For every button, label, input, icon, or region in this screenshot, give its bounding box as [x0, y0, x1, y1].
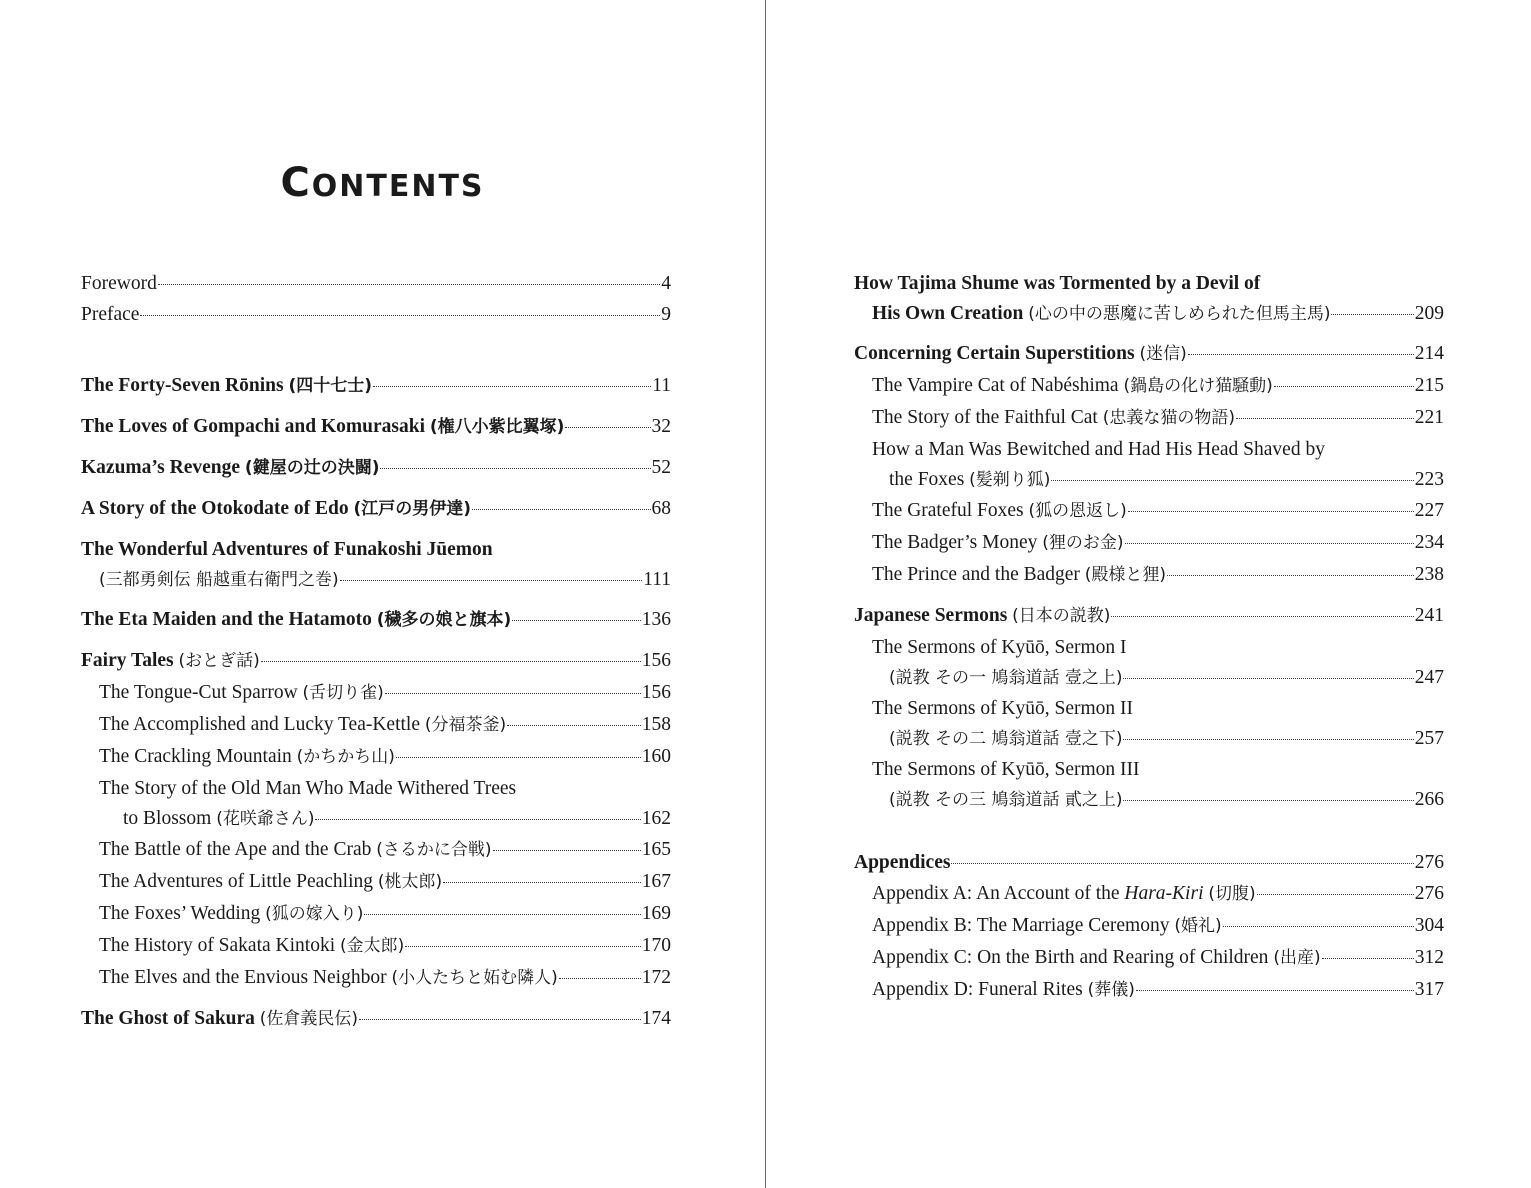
page-number: 257	[1414, 728, 1444, 749]
entry-japanese: (狸のお金)	[1042, 533, 1124, 553]
leader-dots	[472, 509, 650, 510]
leader-dots	[493, 850, 641, 851]
entry-japanese: (狐の嫁入り)	[265, 904, 364, 924]
page-number: 170	[641, 935, 671, 956]
entry-title: The Tongue-Cut Sparrow	[99, 682, 298, 703]
entry-japanese: (権八小紫比翼塚)	[429, 417, 565, 437]
entry-title: The Battle of the Ape and the Crab	[99, 839, 372, 860]
toc-right-column	[854, 268, 1444, 1006]
entry-title-italic: Hara-Kiri	[1124, 883, 1204, 904]
entry-title: The Forty-Seven Rōnins	[81, 375, 284, 396]
toc-entry-sermons[interactable]	[854, 600, 1444, 632]
entry-japanese: (穢多の娘と旗本)	[376, 610, 512, 630]
leader-dots	[1322, 958, 1414, 959]
leader-dots	[396, 757, 641, 758]
page-number: 266	[1414, 789, 1444, 810]
toc-entry-bewitched-cont[interactable]	[854, 465, 1444, 495]
leader-dots	[373, 386, 651, 387]
entry-japanese: (鍋島の化け猫騒動)	[1123, 376, 1273, 396]
leader-dots	[1123, 739, 1413, 740]
leader-dots	[1257, 894, 1414, 895]
entry-japanese: (おとぎ話)	[178, 651, 260, 671]
leader-dots	[1111, 616, 1413, 617]
toc-entry-foxwedding[interactable]	[81, 898, 671, 930]
leader-dots	[140, 315, 660, 316]
toc-entry-eta[interactable]	[81, 604, 671, 636]
page-number: 238	[1414, 564, 1444, 585]
entry-title: The Sermons of Kyūō, Sermon I	[872, 637, 1127, 658]
toc-entry-gompachi[interactable]	[81, 411, 671, 443]
page-number: 312	[1414, 947, 1444, 968]
entry-japanese: (分福茶釜)	[424, 715, 507, 735]
toc-entry-kazuma[interactable]	[81, 452, 671, 484]
page-number: 158	[641, 714, 671, 735]
page-number: 167	[641, 871, 671, 892]
entry-japanese: (小人たちと妬む隣人)	[391, 968, 558, 988]
entry-title: The Grateful Foxes	[872, 500, 1024, 521]
leader-dots	[158, 284, 660, 285]
toc-left-column	[81, 268, 671, 1035]
page-number: 247	[1414, 667, 1444, 688]
toc-entry-appendix-a[interactable]	[854, 878, 1444, 910]
entry-title: Appendix C: On the Birth and Rearing of Children	[872, 947, 1269, 968]
entry-title: the Foxes	[889, 469, 965, 490]
leader-dots	[1123, 678, 1413, 679]
page-number: 165	[641, 839, 671, 860]
entry-title: to Blossom	[123, 808, 212, 829]
toc-entry-vampire[interactable]	[854, 370, 1444, 402]
page-number: 136	[641, 609, 671, 630]
leader-dots	[507, 725, 641, 726]
entry-japanese: (忠義な猫の物語)	[1102, 408, 1235, 428]
toc-entry-kintoki[interactable]	[81, 930, 671, 962]
entry-title: The Wonderful Adventures of Funakoshi Jūemon	[81, 539, 493, 560]
leader-dots	[1167, 575, 1414, 576]
toc-entry-faithfulcat[interactable]	[854, 402, 1444, 434]
leader-dots	[1128, 511, 1414, 512]
entry-title: The History of Sakata Kintoki	[99, 935, 336, 956]
toc-entry-appendix-c[interactable]	[854, 942, 1444, 974]
entry-title: The Foxes’ Wedding	[99, 903, 261, 924]
entry-japanese: (説教 その三 鳩翁道話 貳之上)	[889, 790, 1123, 810]
leader-dots	[1188, 354, 1414, 355]
entry-title: Appendix D: Funeral Rites	[872, 979, 1083, 1000]
toc-entry-badgermoney[interactable]	[854, 527, 1444, 559]
toc-entry-preface[interactable]	[81, 299, 671, 330]
entry-title: The Elves and the Envious Neighbor	[99, 967, 387, 988]
entry-japanese: (婚礼)	[1174, 916, 1222, 936]
leader-dots	[405, 946, 640, 947]
entry-japanese: (髪剃り狐)	[969, 470, 1051, 490]
entry-title: The Eta Maiden and the Hatamoto	[81, 609, 372, 630]
entry-title: The Loves of Gompachi and Komurasaki	[81, 416, 426, 437]
entry-title: The Ghost of Sakura	[81, 1008, 255, 1029]
entry-title: The Sermons of Kyūō, Sermon II	[872, 698, 1134, 719]
toc-entry-bewitched[interactable]	[854, 434, 1444, 465]
entry-title: The Prince and the Badger	[872, 564, 1080, 585]
toc-entry-sermon2-cont[interactable]	[854, 724, 1444, 754]
page-title: CONTENTS	[280, 160, 485, 206]
entry-japanese: (かちかち山)	[296, 747, 395, 767]
leader-dots	[261, 661, 641, 662]
toc-entry-sermon3[interactable]	[854, 754, 1444, 785]
toc-entry-sermon2[interactable]	[854, 693, 1444, 724]
page-number: 234	[1414, 532, 1444, 553]
entry-title: The Crackling Mountain	[99, 746, 292, 767]
page-number: 68	[651, 498, 671, 519]
left-page	[0, 0, 765, 1188]
entry-japanese: (説教 その一 鳩翁道話 壹之上)	[889, 668, 1123, 688]
entry-title: The Story of the Old Man Who Made Withered Trees	[99, 778, 517, 799]
leader-dots	[1123, 800, 1413, 801]
entry-title: Kazuma’s Revenge	[81, 457, 241, 478]
page-number: 156	[641, 682, 671, 703]
toc-entry-superstitions[interactable]	[854, 338, 1444, 370]
leader-dots	[559, 978, 641, 979]
page-number: 214	[1414, 343, 1444, 364]
entry-title: Preface	[81, 304, 140, 325]
leader-dots	[1125, 543, 1414, 544]
leader-dots	[380, 468, 650, 469]
toc-entry-sparrow[interactable]	[81, 677, 671, 709]
entry-japanese: (舌切り雀)	[302, 683, 384, 703]
toc-entry-elves[interactable]	[81, 962, 671, 994]
entry-japanese: (心の中の悪魔に苦しめられた但馬主馬)	[1028, 304, 1331, 324]
leader-dots	[565, 427, 650, 428]
toc-entry-sermon1-cont[interactable]	[854, 663, 1444, 693]
toc-entry-tajima[interactable]	[854, 268, 1444, 299]
entry-japanese: (さるかに合戦)	[376, 840, 492, 860]
toc-entry-apecrab[interactable]	[81, 834, 671, 866]
entry-title: Appendix A: An Account of the	[872, 883, 1125, 904]
toc-entry-sermon3-cont[interactable]	[854, 785, 1444, 815]
entry-title: Appendices	[854, 852, 951, 873]
page-number: 223	[1414, 469, 1444, 490]
leader-dots	[1331, 314, 1413, 315]
entry-japanese: (殿様と狸)	[1084, 565, 1167, 585]
entry-title: Foreword	[81, 273, 157, 294]
entry-title: Appendix B: The Marriage Ceremony	[872, 915, 1170, 936]
leader-dots	[1223, 926, 1414, 927]
entry-japanese: (金太郎)	[340, 936, 405, 956]
page-number: 32	[651, 416, 671, 437]
page-number: 276	[1414, 852, 1444, 873]
entry-japanese: (鍵屋の辻の決闘)	[244, 458, 380, 478]
leader-dots	[340, 580, 643, 581]
entry-japanese: (四十七士)	[288, 376, 373, 396]
leader-dots	[385, 693, 641, 694]
toc-entry-princebadger[interactable]	[854, 559, 1444, 591]
entry-title: A Story of the Otokodate of Edo	[81, 498, 349, 519]
entry-japanese: (桃太郎)	[377, 872, 443, 892]
entry-title: The Vampire Cat of Nabéshima	[872, 375, 1119, 396]
page-number: 215	[1414, 375, 1444, 396]
toc-entry-appendix-b[interactable]	[854, 910, 1444, 942]
leader-dots	[315, 819, 640, 820]
entry-japanese: (江戸の男伊達)	[353, 499, 472, 519]
leader-dots	[359, 1019, 641, 1020]
page-number: 209	[1414, 303, 1444, 324]
page-number: 221	[1414, 407, 1444, 428]
page-number: 52	[651, 457, 671, 478]
toc-entry-gratefulfoxes[interactable]	[854, 495, 1444, 527]
entry-title: His Own Creation	[872, 303, 1024, 324]
page-number: 11	[652, 375, 671, 396]
toc-entry-appendix-d[interactable]	[854, 974, 1444, 1006]
entry-japanese: (出産)	[1273, 948, 1321, 968]
page-number: 172	[641, 967, 671, 988]
entry-title: The Adventures of Little Peachling	[99, 871, 374, 892]
toc-entry-tajima-cont[interactable]	[854, 299, 1444, 329]
page-number: 4	[661, 273, 671, 294]
entry-japanese: (切腹)	[1208, 884, 1256, 904]
toc-entry-funakoshi-cont[interactable]	[81, 565, 671, 595]
toc-entry-sakura[interactable]	[81, 1003, 671, 1035]
entry-title: Fairy Tales	[81, 650, 174, 671]
page-number: 174	[641, 1008, 671, 1029]
leader-dots	[1051, 480, 1413, 481]
page-number: 9	[661, 304, 671, 325]
leader-dots	[443, 882, 641, 883]
entry-title: How Tajima Shume was Tormented by a Devil of	[854, 273, 1261, 294]
page-number: 160	[641, 746, 671, 767]
leader-dots	[512, 620, 640, 621]
leader-dots	[1236, 418, 1414, 419]
toc-entry-ronins[interactable]	[81, 370, 671, 402]
entry-japanese: (花咲爺さん)	[216, 809, 315, 829]
page-number: 276	[1414, 883, 1444, 904]
entry-japanese: (三都勇剣伝 船越重右衛門之巻)	[99, 570, 339, 590]
page-number: 304	[1414, 915, 1444, 936]
entry-title: How a Man Was Bewitched and Had His Head Shaved by	[872, 439, 1325, 460]
entry-japanese: (葬儀)	[1087, 980, 1135, 1000]
leader-dots	[1136, 990, 1414, 991]
toc-entry-oldman[interactable]	[81, 773, 671, 804]
entry-japanese: (説教 その二 鳩翁道話 壹之下)	[889, 729, 1123, 749]
toc-entry-funakoshi[interactable]	[81, 534, 671, 565]
page-number: 169	[641, 903, 671, 924]
toc-entry-peachling[interactable]	[81, 866, 671, 898]
entry-title: Concerning Certain Superstitions	[854, 343, 1135, 364]
entry-title: The Badger’s Money	[872, 532, 1038, 553]
toc-entry-fairy-tales[interactable]	[81, 645, 671, 677]
page-number: 241	[1414, 605, 1444, 626]
entry-title: The Story of the Faithful Cat	[872, 407, 1098, 428]
toc-entry-foreword[interactable]	[81, 268, 671, 299]
toc-entry-crackling[interactable]	[81, 741, 671, 773]
entry-title: Japanese Sermons	[854, 605, 1008, 626]
entry-japanese: (狐の恩返し)	[1028, 501, 1127, 521]
toc-entry-oldman-cont[interactable]	[81, 804, 671, 834]
entry-japanese: (日本の説教)	[1012, 606, 1111, 626]
entry-japanese: (迷信)	[1139, 344, 1187, 364]
toc-entry-sermon1[interactable]	[854, 632, 1444, 663]
leader-dots	[951, 863, 1413, 864]
page-number: 317	[1414, 979, 1444, 1000]
toc-entry-otokodate[interactable]	[81, 493, 671, 525]
page-number: 111	[643, 569, 671, 590]
page-number: 162	[641, 808, 671, 829]
page-number: 156	[641, 650, 671, 671]
toc-entry-teakettle[interactable]	[81, 709, 671, 741]
toc-entry-appendices[interactable]	[854, 847, 1444, 878]
entry-title: The Sermons of Kyūō, Sermon III	[872, 759, 1140, 780]
entry-title: The Accomplished and Lucky Tea-Kettle	[99, 714, 420, 735]
entry-japanese: (佐倉義民伝)	[259, 1009, 359, 1029]
page-number: 227	[1414, 500, 1444, 521]
leader-dots	[364, 914, 640, 915]
leader-dots	[1274, 386, 1414, 387]
